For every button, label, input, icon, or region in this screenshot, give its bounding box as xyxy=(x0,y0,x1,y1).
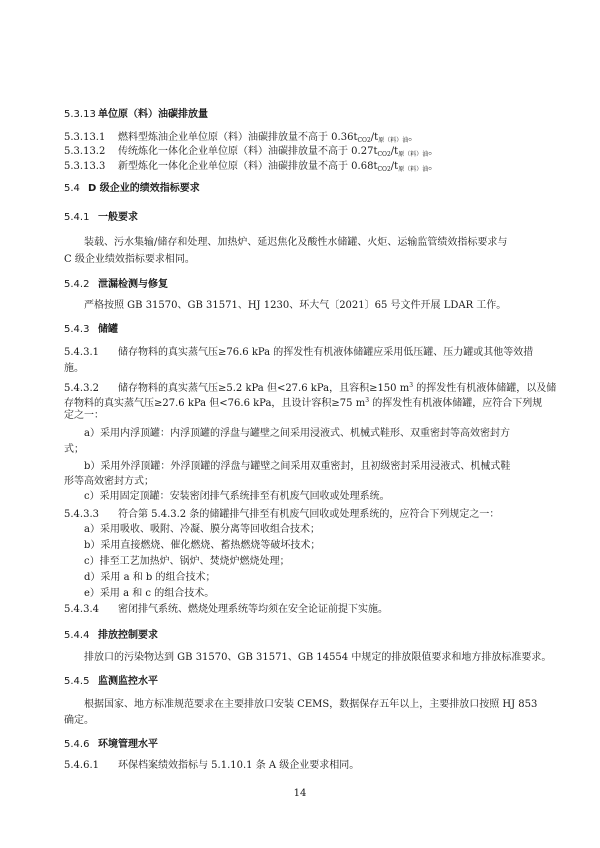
treatment-option-b: b）采用直接燃烧、催化燃烧、蓄热燃烧等破坏技术； xyxy=(84,540,321,551)
section-heading-5-4-6: 5.4.6 环境管理水平 xyxy=(64,739,158,750)
clause-5-4-3-3: 5.4.3.3 符合第 5.4.3.2 条的储罐排气排至有机废气回收或处理系统的，应符合下列规定之一： xyxy=(64,509,500,520)
section-heading-5-4: 5.4 D 级企业的绩效指标要求 xyxy=(64,183,200,194)
clause-5-3-13-2: 5.3.13.2 传统炼化一体化企业单位原（料）油碳排放量不高于 $0.27t_{CO2}/t_{原(料)油}$。 xyxy=(64,146,439,158)
section-heading-5-3-13: 5.3.13 单位原（料）油碳排放量 xyxy=(64,109,208,120)
paragraph-5-4-5-line-1: 根据国家、地方标准规范要求在主要排放口安装 CEMS，数据保存五年以上，主要排放口按照 HJ 853 xyxy=(84,699,538,710)
clause-5-4-3-2-line-2: 存物料的真实蒸气压≥27.6 kPa 但<76.6 kPa，且设计容积≥75 $m^3$ 的挥发性有机液体储罐，应符合下列规 xyxy=(64,397,543,409)
clause-5-4-3-1-line-2: 施。 xyxy=(64,363,84,374)
page-number: 14 xyxy=(293,788,307,799)
section-heading-5-4-4: 5.4.4 排放控制要求 xyxy=(64,630,158,641)
clause-5-4-6-1: 5.4.6.1 环保档案绩效指标与 5.1.10.1 条 A 级企业要求相同。 xyxy=(64,760,360,771)
paragraph-5-4-5-line-2: 确定。 xyxy=(64,715,94,726)
treatment-option-e: e）采用 a 和 c 的组合技术。 xyxy=(84,588,215,599)
paragraph-5-4-2: 严格按照 GB 31570、GB 31571、HJ 1230、环大气〔2021〕65 号文件开展 LDAR 工作。 xyxy=(84,300,507,311)
treatment-option-d: d）采用 a 和 b 的组合技术； xyxy=(84,572,216,583)
treatment-option-a: a）采用吸收、吸附、冷凝、膜分离等回收组合技术； xyxy=(84,524,320,535)
clause-5-4-3-4: 5.4.3.4 密闭排气系统、燃烧处理系统等均须在安全论证前提下实施。 xyxy=(64,604,388,615)
section-heading-5-4-2: 5.4.2 泄漏检测与修复 xyxy=(64,279,168,290)
option-a-line-1: a）采用内浮顶罐：内浮顶罐的浮盘与罐壁之间采用浸液式、机械式鞋形、双重密封等高效密封方 xyxy=(84,428,510,439)
section-heading-5-4-3: 5.4.3 储罐 xyxy=(64,324,118,335)
clause-5-3-13-3: 5.3.13.3 新型炼化一体化企业单位原（料）油碳排放量不高于 $0.68t_{CO2}/t_{原(料)油}$。 xyxy=(64,161,439,173)
section-heading-5-4-1: 5.4.1 一般要求 xyxy=(64,212,138,223)
clause-5-3-13-1: 5.3.13.1 燃料型炼油企业单位原（料）油碳排放量不高于 $0.36t_{CO2}/t_{原(料)油}$。 xyxy=(64,132,419,144)
paragraph-5-4-4: 排放口的污染物达到 GB 31570、GB 31571、GB 14554 中规定的排放限值要求和地方排放标准要求。 xyxy=(84,652,552,663)
paragraph-5-4-1-line-2: C 级企业绩效指标要求相同。 xyxy=(64,254,195,265)
section-heading-5-4-5: 5.4.5 监测监控水平 xyxy=(64,676,158,687)
option-b-line-1: b）采用外浮顶罐：外浮顶罐的浮盘与罐壁之间采用双重密封，且初级密封采用浸液式、机械式鞋 xyxy=(84,461,511,472)
option-b-line-2: 形等高效密封方式； xyxy=(64,476,154,487)
clause-5-4-3-2-line-1: 5.4.3.2 储存物料的真实蒸气压≥5.2 kPa 但<27.6 kPa，且容积≥150 $m^3$ 的挥发性有机液体储罐，以及储 xyxy=(64,382,557,394)
option-a-line-2: 式； xyxy=(64,444,84,455)
clause-5-4-3-1-line-1: 5.4.3.1 储存物料的真实蒸气压≥76.6 kPa 的挥发性有机液体储罐应采用低压罐、压力罐或其他等效措 xyxy=(64,347,534,358)
clause-5-4-3-2-line-3: 定之一： xyxy=(64,410,104,421)
treatment-option-c: c）排至工艺加热炉、锅炉、焚烧炉燃烧处理； xyxy=(84,556,290,567)
paragraph-5-4-1-line-1: 装载、污水集输/储存和处理、加热炉、延迟焦化及酸性水储罐、火炬、运输监管绩效指标要求与 xyxy=(84,237,508,248)
option-c-line-1: c）采用固定顶罐：安装密闭排气系统排至有机废气回收或处理系统。 xyxy=(84,491,390,502)
